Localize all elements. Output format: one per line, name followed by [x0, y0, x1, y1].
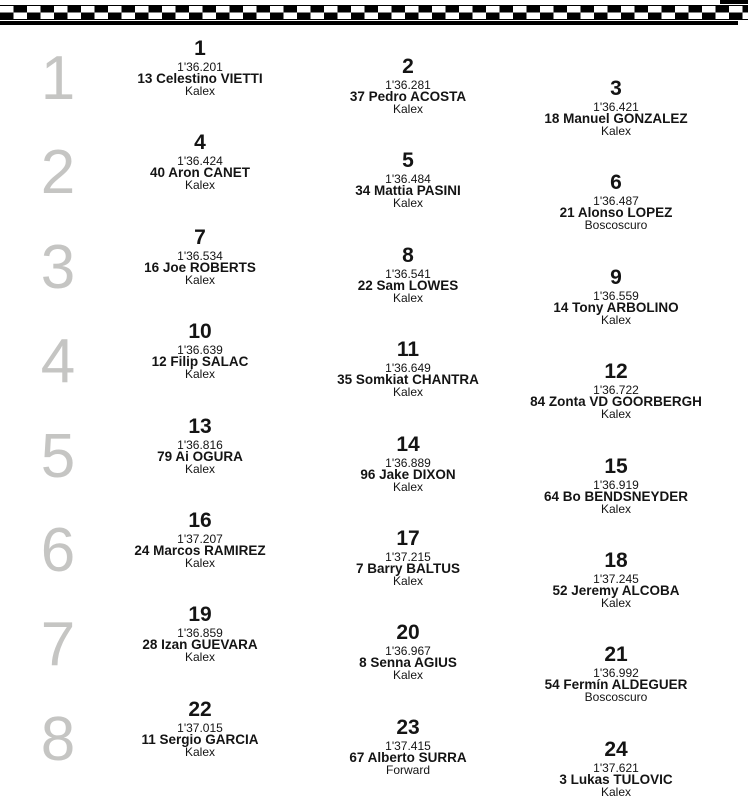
position-number: 15 [604, 454, 628, 478]
grid-position-6 [511, 173, 721, 231]
rider-name: 79 Ai OGURA [157, 448, 243, 464]
bike-name: Kalex [392, 668, 424, 683]
bike-name: Kalex [600, 312, 632, 327]
qualifying-time: 1'37.015 [177, 720, 223, 735]
header-divider-line [0, 21, 738, 25]
grid-position-17 [303, 529, 513, 587]
grid-position-15 [511, 454, 721, 516]
grid-position-20 [303, 623, 513, 681]
grid-position-22 [95, 697, 305, 759]
grid-position-4 [95, 133, 305, 191]
grid-position-9 [511, 265, 721, 327]
bike-name: Kalex [184, 650, 216, 665]
bike-name: Kalex [184, 272, 216, 287]
qualifying-time: 1'37.621 [593, 760, 639, 775]
position-number: 20 [396, 621, 420, 645]
position-number: 17 [396, 527, 420, 550]
qualifying-time: 1'36.649 [385, 361, 431, 376]
grid-row-number: 6 [40, 516, 76, 585]
bike-name: Kalex [600, 501, 632, 516]
qualifying-time: 1'36.919 [593, 477, 639, 492]
qualifying-time: 1'36.424 [177, 154, 223, 169]
position-number: 6 [610, 171, 622, 195]
grid-position-21 [511, 645, 721, 703]
rider-name: 35 Somkiat CHANTRA [337, 372, 479, 388]
bike-name: Boscoscuro [584, 690, 648, 705]
position-number: 4 [194, 131, 206, 155]
position-number: 22 [188, 697, 212, 721]
qualifying-time: 1'36.559 [593, 288, 639, 303]
rider-name: 67 Alberto SURRA [349, 749, 467, 765]
grid-row-number: 8 [40, 704, 76, 774]
grid-row-number: 4 [40, 327, 76, 397]
grid-position-14 [303, 432, 513, 494]
grid-row-number: 1 [40, 44, 76, 113]
grid-position-2 [303, 57, 513, 115]
grid-row-number: 7 [40, 610, 76, 680]
qualifying-time: 1'36.421 [593, 100, 639, 114]
bike-name: Kalex [600, 124, 632, 138]
qualifying-time: 1'37.207 [177, 532, 223, 546]
qualifying-time: 1'37.245 [593, 572, 639, 586]
bike-name: Kalex [600, 407, 632, 422]
bike-name: Kalex [184, 744, 216, 759]
position-number: 5 [402, 149, 414, 173]
bike-name: Kalex [392, 479, 424, 494]
grid-position-1 [95, 39, 305, 97]
rider-name: 18 Manuel GONZALEZ [544, 111, 688, 126]
position-number: 10 [188, 320, 212, 344]
grid-row-number: 2 [40, 138, 76, 208]
position-number: 23 [396, 715, 420, 739]
bike-name: Kalex [392, 385, 424, 400]
grid-position-12 [511, 362, 721, 420]
grid-position-23 [303, 715, 513, 777]
rider-name: 96 Jake DIXON [360, 466, 456, 482]
grid-position-16 [95, 511, 305, 569]
grid-position-11 [303, 340, 513, 398]
position-number: 13 [188, 414, 212, 438]
rider-name: 16 Joe ROBERTS [144, 259, 256, 275]
rider-name: 21 Alonso LOPEZ [559, 205, 673, 221]
position-number: 14 [396, 432, 420, 456]
grid-position-7 [95, 225, 305, 287]
grid-position-5 [303, 151, 513, 209]
qualifying-time: 1'37.215 [385, 550, 431, 564]
rider-name: 64 Bo BENDSNEYDER [543, 488, 689, 504]
position-number: 18 [604, 549, 628, 572]
bike-name: Kalex [392, 290, 424, 305]
position-number: 21 [604, 643, 628, 667]
qualifying-time: 1'36.534 [177, 248, 223, 263]
grid-row-number: 5 [40, 421, 76, 491]
grid-position-3 [511, 79, 721, 137]
position-number: 11 [396, 338, 420, 362]
bike-name: Kalex [392, 102, 424, 116]
rider-name: 40 Aron CANET [149, 165, 250, 181]
grid-position-13 [95, 414, 305, 476]
rider-name: 28 Izan GUEVARA [142, 637, 258, 653]
qualifying-time: 1'36.639 [177, 343, 223, 358]
position-number: 2 [402, 55, 414, 78]
position-number: 24 [604, 737, 628, 761]
grid-position-19 [95, 605, 305, 663]
rider-name: 12 Filip SALAC [151, 354, 249, 370]
rider-name: 84 Zonta VD GOORBERGH [530, 394, 702, 410]
position-number: 12 [604, 360, 628, 384]
qualifying-time: 1'36.889 [385, 455, 431, 470]
rider-name: 22 Sam LOWES [357, 277, 459, 293]
qualifying-time: 1'36.816 [177, 437, 223, 452]
qualifying-time: 1'37.415 [385, 738, 431, 753]
qualifying-time: 1'36.201 [177, 60, 223, 74]
rider-name: 52 Jeremy ALCOBA [552, 583, 680, 598]
grid-position-10 [95, 322, 305, 380]
rider-name: 14 Tony ARBOLINO [553, 299, 679, 315]
rider-name: 8 Senna AGIUS [359, 655, 457, 671]
qualifying-time: 1'36.541 [385, 266, 431, 281]
bike-name: Kalex [600, 784, 632, 798]
bike-name: Kalex [184, 556, 216, 570]
bike-name: Kalex [392, 574, 424, 588]
bike-name: Kalex [184, 367, 216, 382]
bike-name: Kalex [184, 461, 216, 476]
qualifying-time: 1'36.484 [385, 172, 431, 187]
qualifying-time: 1'36.722 [593, 383, 639, 398]
qualifying-time: 1'36.967 [385, 644, 431, 659]
position-number: 9 [610, 265, 622, 289]
rider-name: 37 Pedro ACOSTA [349, 89, 467, 104]
bike-name: Kalex [184, 84, 216, 98]
grid-position-8 [303, 243, 513, 305]
grid-position-24 [511, 737, 721, 798]
position-number: 19 [188, 603, 212, 627]
bike-name: Forward [385, 762, 430, 777]
position-number: 7 [194, 225, 206, 249]
position-number: 3 [610, 77, 622, 100]
rider-name: 3 Lukas TULOVIC [559, 771, 673, 787]
position-number: 16 [188, 509, 212, 532]
qualifying-time: 1'36.859 [177, 626, 223, 641]
rider-name: 54 Fermín ALDEGUER [544, 677, 688, 693]
bike-name: Boscoscuro [584, 218, 648, 233]
bike-name: Kalex [184, 178, 216, 193]
bike-name: Kalex [392, 196, 424, 211]
rider-name: 7 Barry BALTUS [355, 561, 461, 576]
grid-row-number: 3 [40, 232, 76, 302]
qualifying-time: 1'36.992 [593, 666, 639, 681]
position-number: 8 [402, 243, 414, 267]
qualifying-time: 1'36.487 [593, 194, 639, 209]
grid-position-18 [511, 551, 721, 609]
page-corner-mark [720, 0, 748, 4]
rider-name: 13 Celestino VIETTI [137, 71, 263, 86]
checkered-flag-band [0, 5, 748, 20]
rider-name: 34 Mattia PASINI [355, 183, 461, 199]
qualifying-time: 1'36.281 [385, 78, 431, 92]
bike-name: Kalex [600, 596, 632, 610]
rider-name: 24 Marcos RAMIREZ [134, 543, 266, 558]
rider-name: 11 Sergio GARCIA [141, 731, 259, 747]
position-number: 1 [194, 37, 206, 60]
